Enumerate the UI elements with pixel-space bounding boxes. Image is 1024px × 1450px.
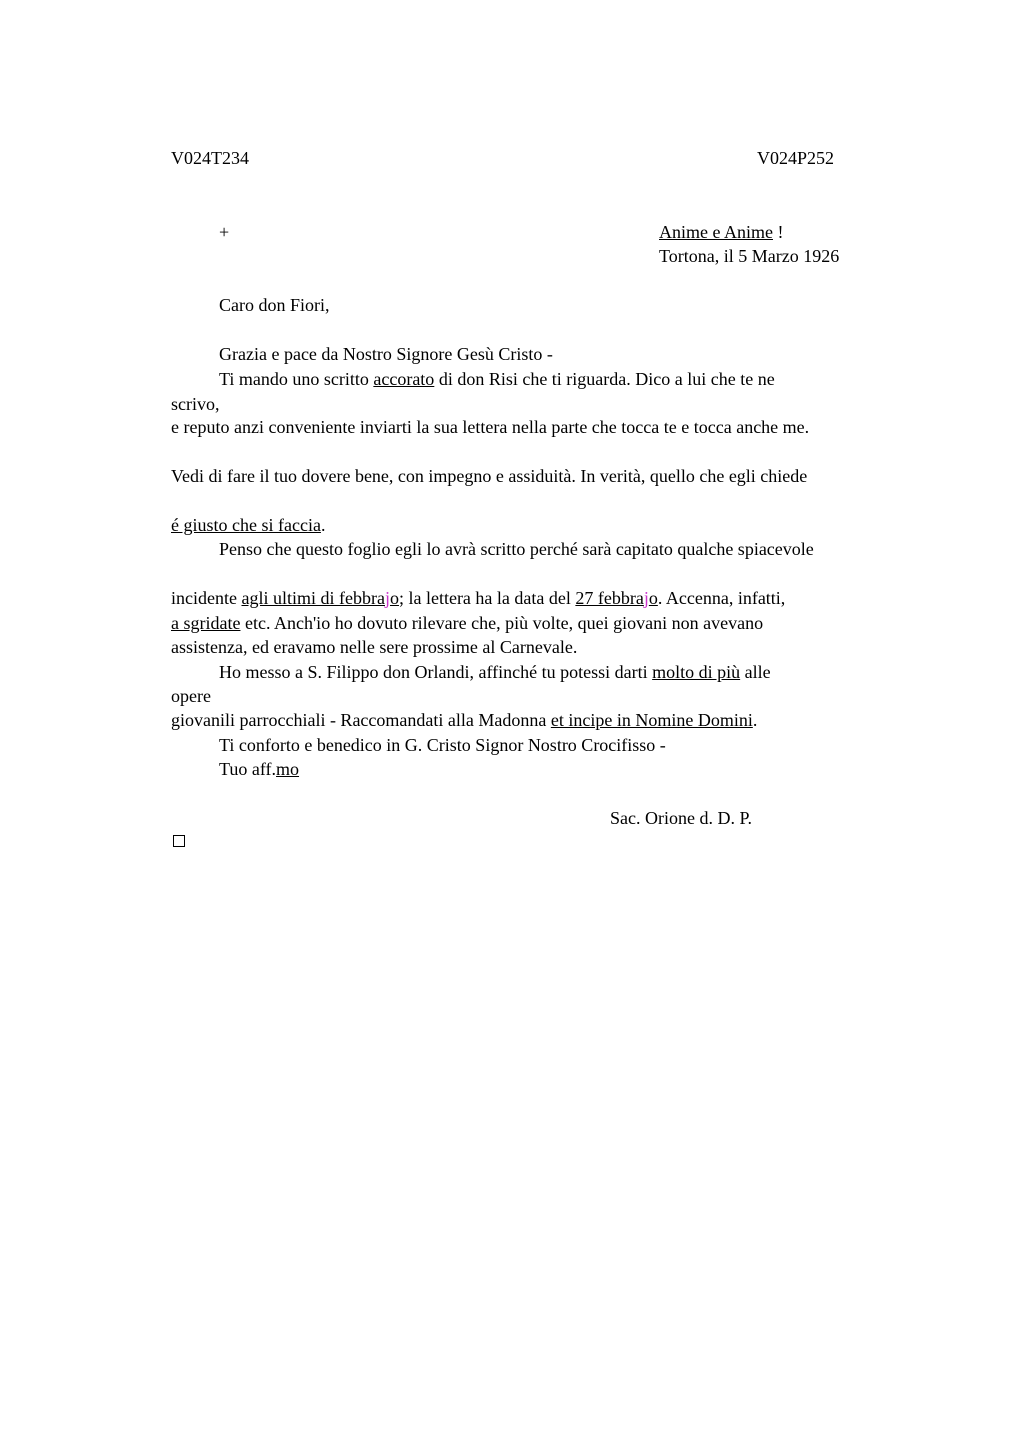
end-marker-box [173, 835, 185, 847]
body-line-15-a: Tuo aff. [219, 759, 277, 779]
body-line-11-underlined: molto di più [652, 662, 741, 682]
body-line-8 [171, 587, 785, 609]
body-line-3: scrivo, [171, 394, 220, 414]
body-line-8-underlined-1 [241, 588, 398, 608]
body-line-2-b: di don Risi che ti riguarda. Dico a lui che te ne [434, 369, 775, 389]
body-line-9-underlined: a sgridate [171, 613, 241, 633]
salutation: Caro don Fiori, [219, 295, 330, 315]
body-line-11 [219, 661, 771, 683]
body-line-9 [171, 612, 763, 634]
body-line-2-a: Ti mando uno scritto [219, 369, 374, 389]
body-line-8-u2b: o [648, 588, 658, 608]
body-line-2 [219, 368, 775, 390]
body-line-8-a: incidente [171, 588, 242, 608]
body-line-4: e reputo anzi conveniente inviarti la sua lettera nella parte che tocca te e tocca anche me. [171, 417, 810, 437]
body-line-6-underlined: é giusto che si faccia [171, 515, 321, 535]
place-date: Tortona, il 5 Marzo 1926 [659, 246, 840, 266]
document-code-left: V024T234 [171, 148, 249, 168]
signature: Sac. Orione d. D. P. [610, 808, 752, 828]
body-line-14: Ti conforto e benedico in G. Cristo Signor Nostro Crocifisso - [219, 735, 666, 755]
body-line-1: Grazia e pace da Nostro Signore Gesù Cristo - [219, 344, 553, 364]
body-line-12: opere [171, 686, 211, 706]
letter-title [659, 221, 783, 243]
body-line-8-u2a: 27 febbra [575, 588, 644, 608]
body-line-8-j1: j [384, 588, 390, 608]
body-line-13-a: giovanili parrocchiali - Raccomandati alla Madonna [171, 710, 551, 730]
body-line-8-j2: j [643, 588, 649, 608]
letter-title-text: Anime e Anime [659, 222, 773, 242]
body-line-10: assistenza, ed eravamo nelle sere prossime al Carnevale. [171, 637, 578, 657]
body-line-7: Penso che questo foglio egli lo avrà scritto perché sarà capitato qualche spiacevole [219, 539, 814, 559]
document-code-right: V024P252 [757, 148, 835, 168]
body-line-9-b: etc. Anch'io ho dovuto rilevare che, più volte, quei giovani non avevano [240, 613, 764, 633]
body-line-13-underlined: et incipe in Nomine Domini [550, 710, 753, 730]
body-line-8-b: ; la lettera ha la data del [398, 588, 576, 608]
body-line-15-underlined: mo [276, 759, 300, 779]
body-line-8-underlined-2 [575, 588, 657, 608]
body-line-8-u1b: o [389, 588, 399, 608]
body-line-2-underlined: accorato [373, 369, 435, 389]
cross-symbol: + [219, 222, 230, 242]
body-line-6-b: . [320, 515, 326, 535]
body-line-8-c: . Accenna, infatti, [657, 588, 786, 608]
body-line-11-b: alle [740, 662, 771, 682]
body-line-13 [171, 709, 757, 731]
body-line-6 [171, 514, 325, 536]
body-line-13-b: . [752, 710, 758, 730]
body-line-5: Vedi di fare il tuo dovere bene, con impegno e assiduità. In verità, quello che egli chiede [171, 466, 808, 486]
body-line-11-a: Ho messo a S. Filippo don Orlandi, affinché tu potessi darti [219, 662, 653, 682]
letter-title-suffix: ! [772, 222, 784, 242]
body-line-15 [219, 758, 299, 780]
body-line-8-u1a: agli ultimi di febbra [241, 588, 385, 608]
